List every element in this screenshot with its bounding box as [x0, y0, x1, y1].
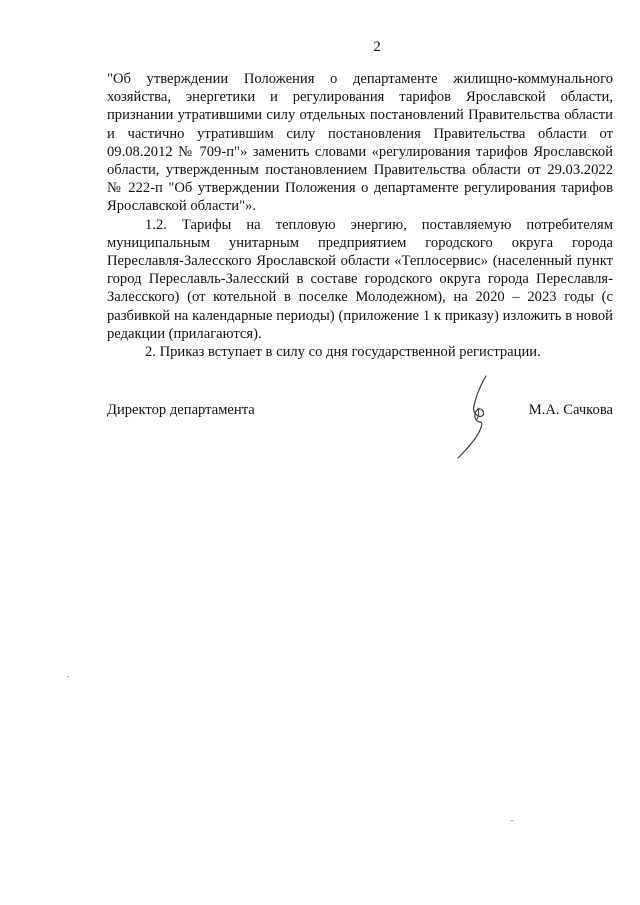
- page-number: 2: [373, 39, 381, 55]
- paragraph-effective-date: 2. Приказ вступает в силу со дня государственной регистрации.: [145, 344, 541, 361]
- document-body: [107, 70, 613, 361]
- paragraph-continuation: "Об утверждении Положения о департаменте жилищно-коммунального хозяйства, энергетики и регулирования тарифов Ярославской области, признании утратившими силу отдельных постановлений Правительства области и частично утратившим силу постановления Правительства области от 09.08.2012 № 709-п"» заменить словами «регулирования тарифов Ярославской области, утвержденным постановлением Правительства области от 29.03.2022 № 222-п "Об утверждении Положения о департаменте регулирования тарифов Ярославской области"».: [107, 71, 613, 215]
- signatory-position: Директор департамента: [107, 402, 255, 418]
- scan-speck: [511, 820, 513, 821]
- handwritten-signature: [452, 372, 496, 460]
- signature-block: [107, 401, 613, 421]
- scan-speck: [67, 676, 69, 677]
- signatory-name: М.А. Сачкова: [528, 402, 613, 418]
- paragraph-tariffs: 1.2. Тарифы на тепловую энергию, поставляемую потребителям муниципальным унитарным предприятием городского округа города Переславля-Залесского Ярославской области «Теплосервис» (населенный пункт город Переславль-Залесский в составе городского округа города Переславля-Залесского) (от котельной в поселке Молодежном), на 2020 – 2023 годы (с разбивкой на календарные периоды) (приложение 1 к приказу) изложить в новой редакции (прилагаются).: [107, 216, 613, 342]
